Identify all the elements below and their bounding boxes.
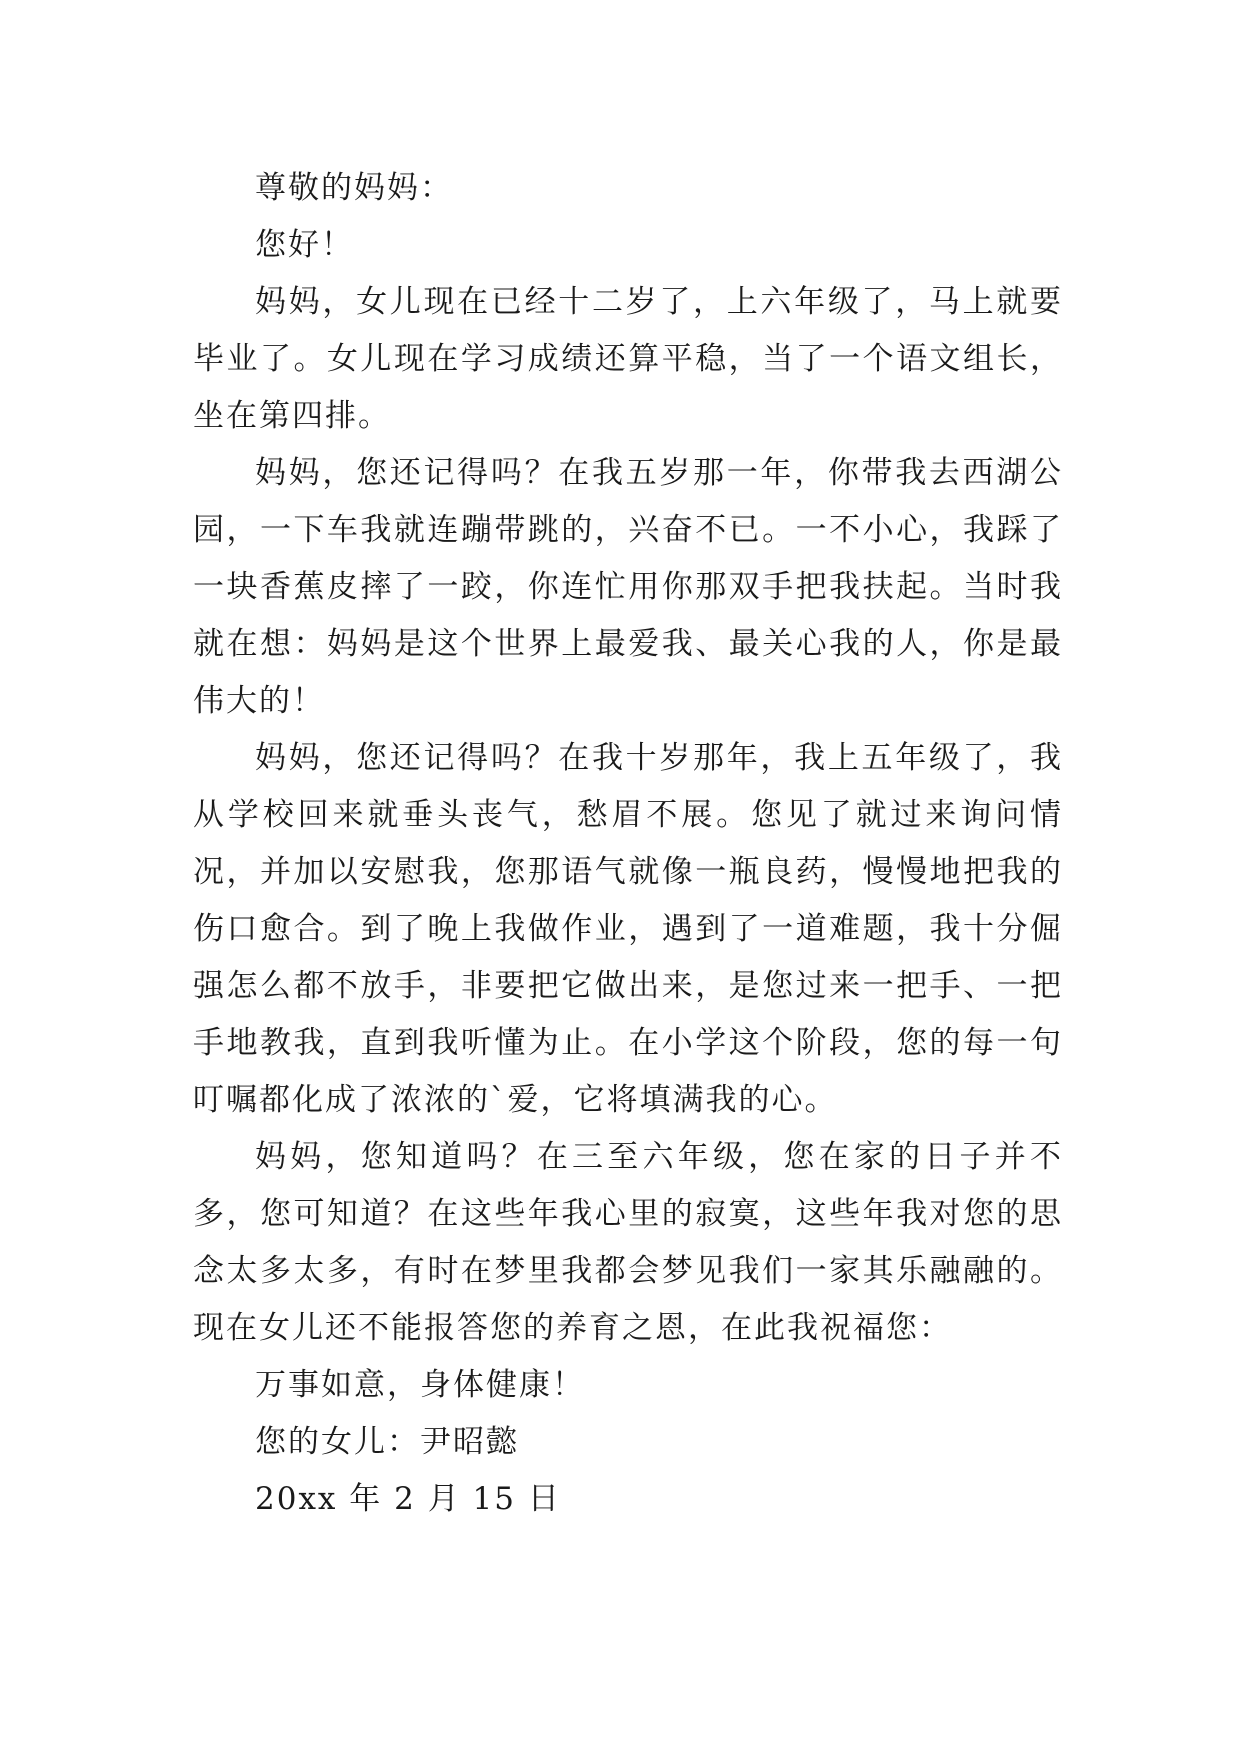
letter-paragraph: 妈妈，您知道吗？在三至六年级，您在家的日子并不多，您可知道？在这些年我心里的寂寞，这些年我对您的思念太多太多，有时在梦里我都会梦见我们一家其乐融融的。现在女儿还不能报答您的养育之恩，在此我祝福您： <box>193 1139 1063 1346</box>
letter-greeting: 您好！ <box>255 227 354 263</box>
letter-paragraph: 妈妈，您还记得吗？在我十岁那年，我上五年级了，我从学校回来就垂头丧气，愁眉不展。您见了就过来询问情况，并加以安慰我，您那语气就像一瓶良药，慢慢地把我的伤口愈合。到了晚上我做作业，遇到了一道难题，我十分倔强怎么都不放手，非要把它做出来，是您过来一把手、一把手地教我，直到我听懂为止。在小学这个阶段，您的每一句叮嘱都化成了浓浓的`爱，它将填满我的心。 <box>193 740 1063 1118</box>
letter-body <box>193 160 1063 1528</box>
letter-closing: 万事如意，身体健康！ <box>255 1367 585 1403</box>
letter-signature: 您的女儿：尹昭懿 <box>255 1424 519 1460</box>
letter-date: 20xx 年 2 月 15 日 <box>255 1481 561 1517</box>
letter-salutation: 尊敬的妈妈： <box>255 170 453 206</box>
letter-paragraph: 妈妈，女儿现在已经十二岁了，上六年级了，马上就要毕业了。女儿现在学习成绩还算平稳，当了一个语文组长，坐在第四排。 <box>193 284 1063 434</box>
letter-paragraph: 妈妈，您还记得吗？在我五岁那一年，你带我去西湖公园，一下车我就连蹦带跳的，兴奋不已。一不小心，我踩了一块香蕉皮摔了一跤，你连忙用你那双手把我扶起。当时我就在想：妈妈是这个世界上最爱我、最关心我的人，你是最伟大的！ <box>193 455 1063 719</box>
